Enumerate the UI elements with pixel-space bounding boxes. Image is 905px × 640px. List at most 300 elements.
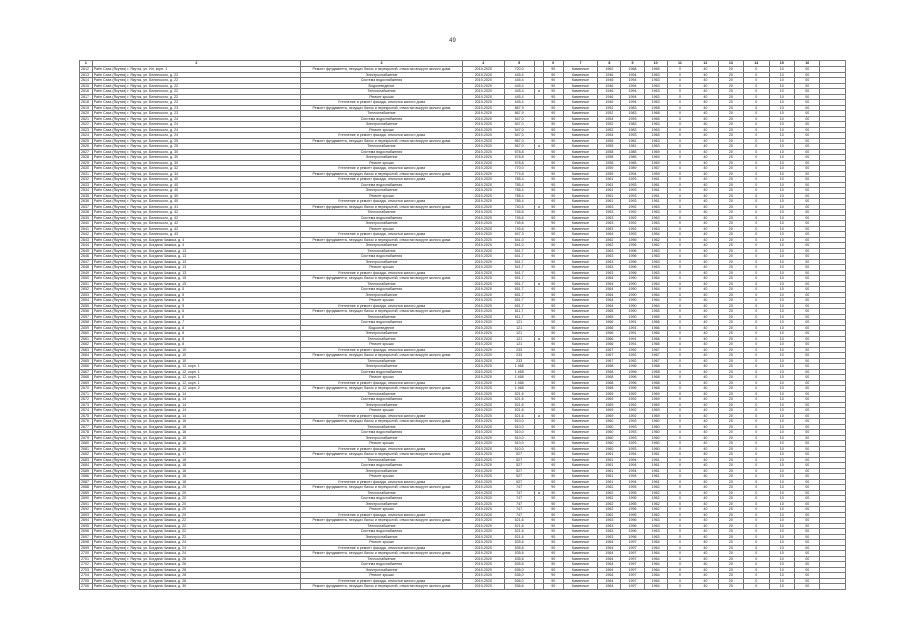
year-cell: 1966	[644, 342, 667, 348]
work-type-cell: Ремонт крыши	[300, 94, 462, 100]
year-repair-cell: 1994	[621, 479, 644, 485]
year-cell: 1964	[644, 303, 667, 309]
address-cell: Раён Саха (Якутия) г. Якутск, ул. Богдана Чижика, д. 18	[92, 468, 300, 474]
value-cell: 40	[693, 248, 718, 254]
value-cell: 20	[718, 446, 743, 452]
area-cell: 510,0	[504, 430, 534, 436]
year-repair-cell: 1996	[621, 248, 644, 254]
value-cell: 40	[693, 496, 718, 502]
value-cell: 20	[718, 303, 743, 309]
address-cell: Раён Саха (Якутия) г. Якутск, ул. Богдана Чижика, д. 10	[92, 347, 300, 353]
wall-material-cell: Каменные	[563, 512, 598, 518]
wall-material-cell: Каменные	[563, 100, 598, 106]
address-cell: Раён Саха (Якутия) г. Якутск, ул. Богдана Чижика, д. 20	[92, 490, 300, 496]
value-cell: 20	[718, 578, 743, 584]
column-header: 16	[794, 61, 819, 67]
value-cell: 00	[794, 386, 819, 392]
percent-cell: 90	[543, 468, 563, 474]
value-cell: 0	[744, 193, 769, 199]
year-cell: 1961	[644, 188, 667, 194]
year-cell: 1963	[644, 254, 667, 260]
area-cell: 747	[504, 496, 534, 502]
value-cell: 0	[744, 221, 769, 227]
value-cell: 10	[769, 127, 794, 133]
year-repair-cell: 1997	[621, 584, 644, 590]
area-cell: 521,6	[504, 402, 534, 408]
area-cell: 536,0	[504, 578, 534, 584]
column-header: 7	[563, 61, 598, 67]
value-cell: 40	[693, 435, 718, 441]
percent-cell: 90	[543, 210, 563, 216]
value-cell: 40	[693, 380, 718, 386]
area-cell: 611,7	[504, 314, 534, 320]
area-cell: 445,4	[504, 78, 534, 84]
wall-material-cell: Каменные	[563, 336, 598, 342]
percent-cell: 90	[543, 254, 563, 260]
period-cell: 2019-2020	[462, 94, 504, 100]
work-type-cell: Ремонт фундамента, несущих балок и перекрытий, отмостки вокругл жилого дома	[300, 584, 462, 590]
year-cell: 1964	[644, 540, 667, 546]
year-repair-cell: 1997	[621, 573, 644, 579]
address-cell: Раён Саха (Якутия) г. Якутск, ул. Богдана Чижика, д. 18	[92, 457, 300, 463]
year-repair-cell: 1993	[621, 177, 644, 183]
value-cell: 00	[794, 441, 819, 447]
address-cell: Раён Саха (Якутия) г. Якутск, ул. Белинского, д. 32	[92, 166, 300, 172]
year-cell: 1963	[644, 100, 667, 106]
year-built-cell: 1946	[598, 72, 621, 78]
value-cell: 20	[718, 479, 743, 485]
value-cell: 0	[744, 380, 769, 386]
year-repair-cell: 1994	[621, 452, 644, 458]
work-type-cell: Ремонт крыши	[300, 507, 462, 513]
value-cell: 20	[718, 144, 743, 150]
value-cell: 20	[718, 171, 743, 177]
year-built-cell: 1968	[598, 375, 621, 381]
address-cell: Раён Саха (Якутия) г. Якутск, ул. Богдана Чижика, д. 30	[92, 584, 300, 590]
value-cell: 20	[718, 204, 743, 210]
value-cell: 10	[769, 133, 794, 139]
row-number-cell: 2662	[80, 342, 93, 348]
row-number-cell: 2633	[80, 182, 93, 188]
address-cell: Раён Саха (Якутия) г. Якутск, ул. Белинского, д. 22	[92, 100, 300, 106]
area-cell: 747	[504, 490, 534, 496]
value-cell: 20	[718, 89, 743, 95]
address-cell: Раён Саха (Якутия) г. Якутск, ул. Богдана Чижика, д. 12, корп. 1	[92, 369, 300, 375]
value-cell: 0	[744, 133, 769, 139]
area-cell: 611,7	[504, 309, 534, 315]
row-number-cell: 2694	[80, 518, 93, 524]
year-cell: 1963	[644, 72, 667, 78]
wall-material-cell: Каменные	[563, 380, 598, 386]
percent-cell: 90	[543, 408, 563, 414]
wall-material-cell: Каменные	[563, 166, 598, 172]
value-cell: 20	[718, 111, 743, 117]
value-cell: 10	[769, 347, 794, 353]
value-cell: 00	[794, 457, 819, 463]
value-cell: 0	[744, 413, 769, 419]
address-cell: Раён Саха (Якутия) г. Якутск, ул. Богдана Чижика, д. 6	[92, 309, 300, 315]
row-number-cell: 2677	[80, 424, 93, 430]
year-repair-cell: 1996	[621, 386, 644, 392]
value-cell: 10	[769, 534, 794, 540]
year-cell: 1968	[644, 380, 667, 386]
wall-material-cell: Каменные	[563, 89, 598, 95]
value-cell: 0	[744, 89, 769, 95]
year-cell: 1965	[644, 133, 667, 139]
year-repair-cell: 1989	[621, 166, 644, 172]
value-cell: 00	[794, 375, 819, 381]
value-cell: 0	[667, 540, 692, 546]
year-built-cell: 1966	[598, 325, 621, 331]
work-type-cell: Утепление и ремонт фасада, отмостки жилого дома	[300, 232, 462, 238]
value-cell: 00	[794, 358, 819, 364]
value-cell: 40	[693, 83, 718, 89]
value-cell: 20	[718, 254, 743, 260]
address-cell: Раён Саха (Якутия) г. Якутск, ул. Богдана Чижика, д. 15	[92, 281, 300, 287]
year-cell: 1963	[644, 248, 667, 254]
row-number-cell: 2616	[80, 89, 93, 95]
year-cell: 1963	[644, 221, 667, 227]
address-cell: Раён Саха (Якутия) г. Якутск, ул. Белинского, д. 22	[92, 72, 300, 78]
work-type-cell: Теплоснабжение	[300, 391, 462, 397]
area-cell: 867,9	[504, 111, 534, 117]
value-cell: 0	[667, 78, 692, 84]
value-cell: 0	[744, 573, 769, 579]
value-cell: 10	[769, 226, 794, 232]
year-built-cell: 1946	[598, 83, 621, 89]
value-cell: 40	[693, 243, 718, 249]
address-cell: Раён Саха (Якутия) г. Якутск, ул. Богдана Чижика, д. 14	[92, 408, 300, 414]
period-cell: 2019-2020	[462, 325, 504, 331]
value-cell: 40	[693, 353, 718, 359]
work-type-cell: Ремонт крыши	[300, 441, 462, 447]
year-repair-cell: 1992	[621, 402, 644, 408]
value-cell: 10	[769, 303, 794, 309]
year-built-cell: 1961	[598, 479, 621, 485]
period-cell: 2019-2020	[462, 83, 504, 89]
value-cell: 10	[769, 336, 794, 342]
address-cell: Раён Саха (Якутия) г. Якутск, ул. Богдана Чижика, д. 24	[92, 551, 300, 557]
row-number-cell: 2620	[80, 111, 93, 117]
area-cell: 547,0	[504, 116, 534, 122]
value-cell: 40	[693, 468, 718, 474]
row-number-cell: 2622	[80, 122, 93, 128]
value-cell: 40	[693, 452, 718, 458]
period-cell: 2019-2020	[462, 446, 504, 452]
year-cell: 1960	[644, 441, 667, 447]
value-cell: 10	[769, 584, 794, 590]
value-cell: 0	[744, 276, 769, 282]
period-cell: 2019-2020	[462, 441, 504, 447]
area-cell: 541,7	[504, 270, 534, 276]
value-cell: 40	[693, 78, 718, 84]
value-cell: 0	[744, 215, 769, 221]
value-cell: 0	[667, 512, 692, 518]
row-number-cell: 2691	[80, 501, 93, 507]
value-cell: 40	[693, 534, 718, 540]
percent-cell: 90	[543, 248, 563, 254]
value-cell: 0	[744, 155, 769, 161]
wall-material-cell: Каменные	[563, 479, 598, 485]
area-cell: 770,0	[504, 166, 534, 172]
value-cell: 0	[744, 485, 769, 491]
period-cell: 2019-2020	[462, 402, 504, 408]
value-cell: 20	[718, 72, 743, 78]
year-cell: 1961	[644, 182, 667, 188]
value-cell: 0	[744, 292, 769, 298]
area-cell: 233	[504, 353, 534, 359]
work-type-cell: Система водоснабжения	[300, 149, 462, 155]
year-repair-cell: 1993	[621, 419, 644, 425]
percent-cell: 90	[543, 320, 563, 326]
percent-cell: 90	[543, 523, 563, 529]
area-cell: 745,6	[504, 226, 534, 232]
value-cell: 00	[794, 182, 819, 188]
year-repair-cell: 1996	[621, 380, 644, 386]
wall-material-cell: Каменные	[563, 215, 598, 221]
work-type-cell: Ремонт крыши	[300, 474, 462, 480]
value-cell: 0	[744, 402, 769, 408]
value-cell: 00	[794, 573, 819, 579]
value-cell: 20	[718, 83, 743, 89]
year-repair-cell: 1990	[621, 281, 644, 287]
value-cell: 0	[667, 562, 692, 568]
year-cell: 1961	[644, 199, 667, 205]
area-cell: 651,7	[504, 287, 534, 293]
area-cell: 510,0	[504, 446, 534, 452]
value-cell: 0	[744, 309, 769, 315]
period-cell: 2019-2020	[462, 386, 504, 392]
value-cell: 0	[667, 303, 692, 309]
value-cell: 00	[794, 281, 819, 287]
year-built-cell: 1961	[598, 457, 621, 463]
year-repair-cell: 1995	[621, 485, 644, 491]
value-cell: 00	[794, 485, 819, 491]
area-cell: 1 468	[504, 369, 534, 375]
value-cell: 20	[718, 155, 743, 161]
row-number-cell: 2644	[80, 243, 93, 249]
year-cell: 1963	[644, 94, 667, 100]
value-cell: 0	[667, 325, 692, 331]
year-cell: 1969	[644, 408, 667, 414]
wall-material-cell: Каменные	[563, 358, 598, 364]
row-number-cell: 2619	[80, 105, 93, 111]
column-header: 10	[644, 61, 667, 67]
value-cell: 0	[744, 204, 769, 210]
period-cell: 2019-2020	[462, 573, 504, 579]
value-cell: 0	[744, 408, 769, 414]
year-cell: 1965	[644, 314, 667, 320]
row-number-cell: 2674	[80, 408, 93, 414]
value-cell: 40	[693, 215, 718, 221]
row-number-cell: 2629	[80, 160, 93, 166]
value-cell: 0	[667, 353, 692, 359]
value-cell: 0	[667, 573, 692, 579]
value-cell: 20	[718, 138, 743, 144]
value-cell: 00	[794, 474, 819, 480]
work-type-cell: Ремонт крыши	[300, 160, 462, 166]
work-type-cell: Утепление и ремонт фасада, отмостки жилого дома	[300, 166, 462, 172]
value-cell: 40	[693, 463, 718, 469]
value-cell: 0	[667, 210, 692, 216]
row-number-cell: 2632	[80, 177, 93, 183]
wall-material-cell: Каменные	[563, 188, 598, 194]
work-type-cell: Утепление и ремонт фасада, отмостки жилого дома	[300, 380, 462, 386]
year-built-cell: 1961	[598, 188, 621, 194]
year-built-cell: 1968	[598, 386, 621, 392]
year-repair-cell: 1981	[621, 144, 644, 150]
address-cell: Раён Саха (Якутия) г. Якутск, ул. Белинского, д. 22	[92, 94, 300, 100]
year-repair-cell: 1997	[621, 567, 644, 573]
value-cell: 00	[794, 122, 819, 128]
work-type-cell: Система водоснабжения	[300, 397, 462, 403]
value-cell: 0	[667, 265, 692, 271]
year-cell: 1964	[644, 298, 667, 304]
percent-cell: 90	[543, 424, 563, 430]
year-built-cell: 1952	[598, 105, 621, 111]
area-cell: 547,0	[504, 127, 534, 133]
year-repair-cell: 1992	[621, 204, 644, 210]
year-repair-cell: 1992	[621, 210, 644, 216]
period-cell: 2019-2020	[462, 397, 504, 403]
percent-cell: 90	[543, 199, 563, 205]
year-built-cell: 1966	[598, 320, 621, 326]
period-cell: 2019-2020	[462, 518, 504, 524]
percent-cell: 90	[543, 496, 563, 502]
percent-cell: 90	[543, 226, 563, 232]
value-cell: 0	[667, 397, 692, 403]
work-type-cell: Ремонт фундамента, несущих балок и перекрытий, отмостки вокругл жилого дома	[300, 171, 462, 177]
address-cell: Раён Саха (Якутия) г. Якутск, ул. Богдана Чижика, д. 28	[92, 567, 300, 573]
value-cell: 40	[693, 160, 718, 166]
row-number-cell: 2690	[80, 496, 93, 502]
value-cell: 20	[718, 380, 743, 386]
value-cell: 0	[744, 94, 769, 100]
period-cell: 2019-2020	[462, 375, 504, 381]
column-header: 8	[598, 61, 621, 67]
value-cell: 0	[744, 463, 769, 469]
value-cell: 0	[744, 325, 769, 331]
value-cell: 20	[718, 287, 743, 293]
value-cell: 10	[769, 210, 794, 216]
year-built-cell: 1955	[598, 138, 621, 144]
year-repair-cell: 1993	[621, 133, 644, 139]
percent-cell: 90	[543, 501, 563, 507]
address-cell: Раён Саха (Якутия) г. Якутск, ул. Богдана Чижика, д. 18	[92, 463, 300, 469]
wall-material-cell: Каменные	[563, 325, 598, 331]
value-cell: 00	[794, 496, 819, 502]
year-cell: 1964	[644, 567, 667, 573]
empty-cell	[820, 584, 846, 590]
value-cell: 0	[744, 562, 769, 568]
year-repair-cell: 1993	[621, 430, 644, 436]
address-cell: Раён Саха (Якутия) г. Якутск, ул. Богдана Чижика, д. 5	[92, 298, 300, 304]
percent-cell: 90	[543, 155, 563, 161]
row-number-cell: 2670	[80, 386, 93, 392]
address-cell: Раён Саха (Якутия) г. Якутск, ул. Богдана Чижика, д. 24	[92, 540, 300, 546]
address-cell: Раён Саха (Якутия) г. Якутск, ул. Белинского, д. 25	[92, 138, 300, 144]
work-type-cell: Система водоснабжения	[300, 369, 462, 375]
value-cell: 10	[769, 468, 794, 474]
value-cell: 0	[744, 556, 769, 562]
value-cell: 00	[794, 545, 819, 551]
column-header: 4	[462, 61, 504, 67]
value-cell: 10	[769, 369, 794, 375]
year-cell: 1964	[644, 551, 667, 557]
year-built-cell: 1964	[598, 287, 621, 293]
year-built-cell: 1963	[598, 529, 621, 535]
row-number-cell: 2652	[80, 287, 93, 293]
value-cell: 40	[693, 166, 718, 172]
address-cell: Раён Саха (Якутия) г. Якутск, ул. Богдана Чижика, д. 16	[92, 441, 300, 447]
value-cell: 40	[693, 562, 718, 568]
value-cell: 20	[718, 188, 743, 194]
area-cell: 740,5	[504, 204, 534, 210]
percent-cell: 90	[543, 188, 563, 194]
percent-cell: 90	[543, 149, 563, 155]
percent-cell: 90	[543, 551, 563, 557]
year-repair-cell: 1992	[621, 391, 644, 397]
value-cell: 40	[693, 237, 718, 243]
percent-cell: 90	[543, 232, 563, 238]
percent-cell: 90	[543, 160, 563, 166]
column-header: 2	[92, 61, 300, 67]
value-cell: 0	[667, 380, 692, 386]
value-cell: 0	[744, 386, 769, 392]
value-cell: 00	[794, 463, 819, 469]
percent-cell: 90	[543, 413, 563, 419]
work-type-cell: Система водоснабжения	[300, 320, 462, 326]
year-cell: 1963	[644, 534, 667, 540]
wall-material-cell: Каменные	[563, 468, 598, 474]
work-type-cell: Ремонт фундамента, несущих балок и перекрытий, отмостки вокругл жилого дома	[300, 309, 462, 315]
percent-cell: 90	[543, 358, 563, 364]
row-number-cell: 2657	[80, 314, 93, 320]
value-cell: 0	[667, 199, 692, 205]
row-number-cell: 2630	[80, 166, 93, 172]
year-repair-cell: 1993	[621, 446, 644, 452]
year-cell: 1960	[644, 430, 667, 436]
value-cell: 40	[693, 309, 718, 315]
value-cell: 40	[693, 100, 718, 106]
value-cell: 10	[769, 281, 794, 287]
percent-cell: 90	[543, 419, 563, 425]
value-cell: 20	[718, 193, 743, 199]
address-cell: Раён Саха (Якутия) г. Якутск, ул. Богдана Чижика, д. 4	[92, 243, 300, 249]
year-cell: 1962	[644, 237, 667, 243]
row-number-cell: 2693	[80, 512, 93, 518]
value-cell: 20	[718, 501, 743, 507]
year-repair-cell: 1993	[621, 188, 644, 194]
value-cell: 00	[794, 584, 819, 590]
address-cell: Раён Саха (Якутия) г. Якутск, ул. Богдана Чижика, д. 8	[92, 331, 300, 337]
address-cell: Раён Саха (Якутия) г. Якутск, ул. Белинского, д. 40	[92, 177, 300, 183]
value-cell: 0	[744, 105, 769, 111]
year-repair-cell: 1992	[621, 221, 644, 227]
year-cell: 1964	[644, 573, 667, 579]
percent-cell: 90	[543, 67, 563, 73]
year-cell: 1968	[644, 111, 667, 117]
year-cell: 1961	[644, 463, 667, 469]
area-cell: 947,3	[504, 232, 534, 238]
address-cell: Раён Саха (Якутия) г. Якутск, ул. Богдана Чижика, д. 22	[92, 518, 300, 524]
period-cell: 2019-2020	[462, 100, 504, 106]
wall-material-cell: Каменные	[563, 111, 598, 117]
year-repair-cell: 1993	[621, 424, 644, 430]
address-cell: Раён Саха (Якутия) г. Якутск, ул. Белинского, д. 30	[92, 149, 300, 155]
work-type-cell: Ремонт крыши	[300, 193, 462, 199]
value-cell: 00	[794, 309, 819, 315]
